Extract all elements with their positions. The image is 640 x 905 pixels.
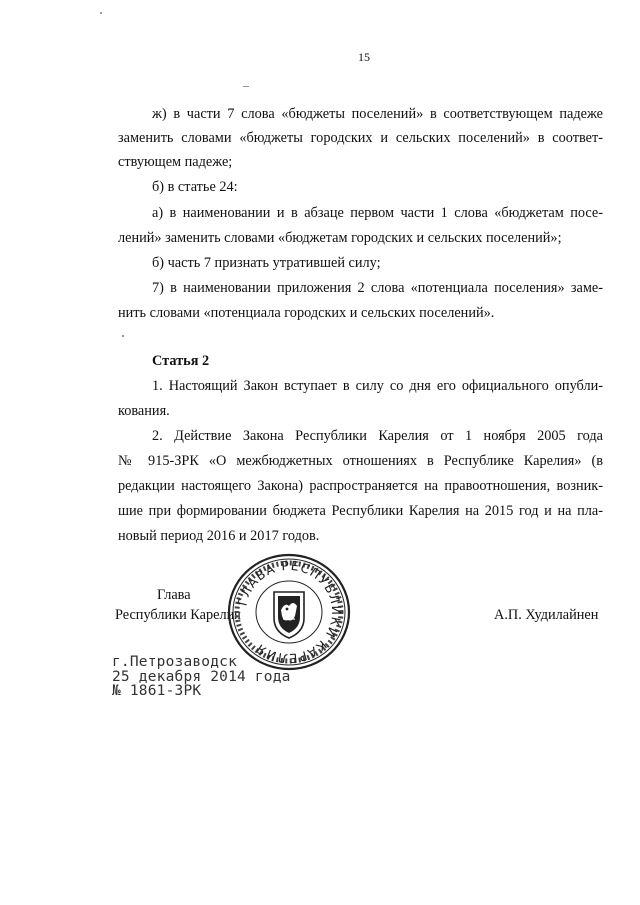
paragraph-line: ж) в части 7 слова «бюджеты поселений» в соответствующем падеже (152, 106, 603, 122)
paragraph-line: 1. Настоящий Закон вступает в силу со дня его официального опубли- (152, 378, 603, 394)
official-seal (226, 552, 352, 672)
paragraph-line: 2. Действие Закона Республики Карелия от 1 ноября 2005 года (152, 428, 603, 444)
scan-speck (100, 12, 102, 14)
paragraph-line: лений» заменить словами «бюджетам городских и сельских поселений»; (118, 230, 562, 246)
stamp-number: № 1861-ЗРК (112, 683, 202, 699)
paragraph-line: заменить словами «бюджеты городских и сельских поселений» в соответ- (118, 130, 603, 146)
paragraph-line: нить словами «потенциала городских и сельских поселений». (118, 305, 495, 321)
page-number: 15 (358, 50, 370, 64)
paragraph-line: № 915-ЗРК «О межбюджетных отношениях в Республике Карелия» (в (118, 453, 603, 469)
paragraph-line: новый период 2016 и 2017 годов. (118, 528, 320, 544)
paragraph-line: ствующем падеже; (118, 154, 233, 170)
paragraph-line: б) часть 7 признать утратившей силу; (152, 255, 381, 271)
article-heading: Статья 2 (152, 353, 210, 369)
stamp-city: г.Петрозаводск (112, 654, 238, 670)
paragraph-line: б) в статье 24: (152, 179, 238, 195)
paragraph-line: а) в наименовании и в абзаце первом части 1 слова «бюджетам посе- (152, 205, 603, 221)
paragraph-line: 7) в наименовании приложения 2 слова «потенциала поселения» заме- (152, 280, 603, 296)
paragraph-line: шие при формировании бюджета Республики Карелия на 2015 год и на пла- (118, 503, 603, 519)
seal-text: ГЛАВА РЕСПУБЛИКИ КАРЕЛИЯ (234, 557, 345, 667)
paragraph-line: редакции настоящего Закона) распространяется на правоотношения, возник- (118, 478, 603, 494)
signatory-name: А.П. Худилайнен (494, 607, 599, 623)
signature-title: Республики Карелия (115, 607, 241, 623)
scan-speck (243, 86, 249, 87)
scan-speck (122, 335, 124, 337)
paragraph-line: кования. (118, 403, 170, 419)
stamp-date: 25 декабря 2014 года (112, 669, 291, 685)
signature-title: Глава (157, 587, 191, 603)
